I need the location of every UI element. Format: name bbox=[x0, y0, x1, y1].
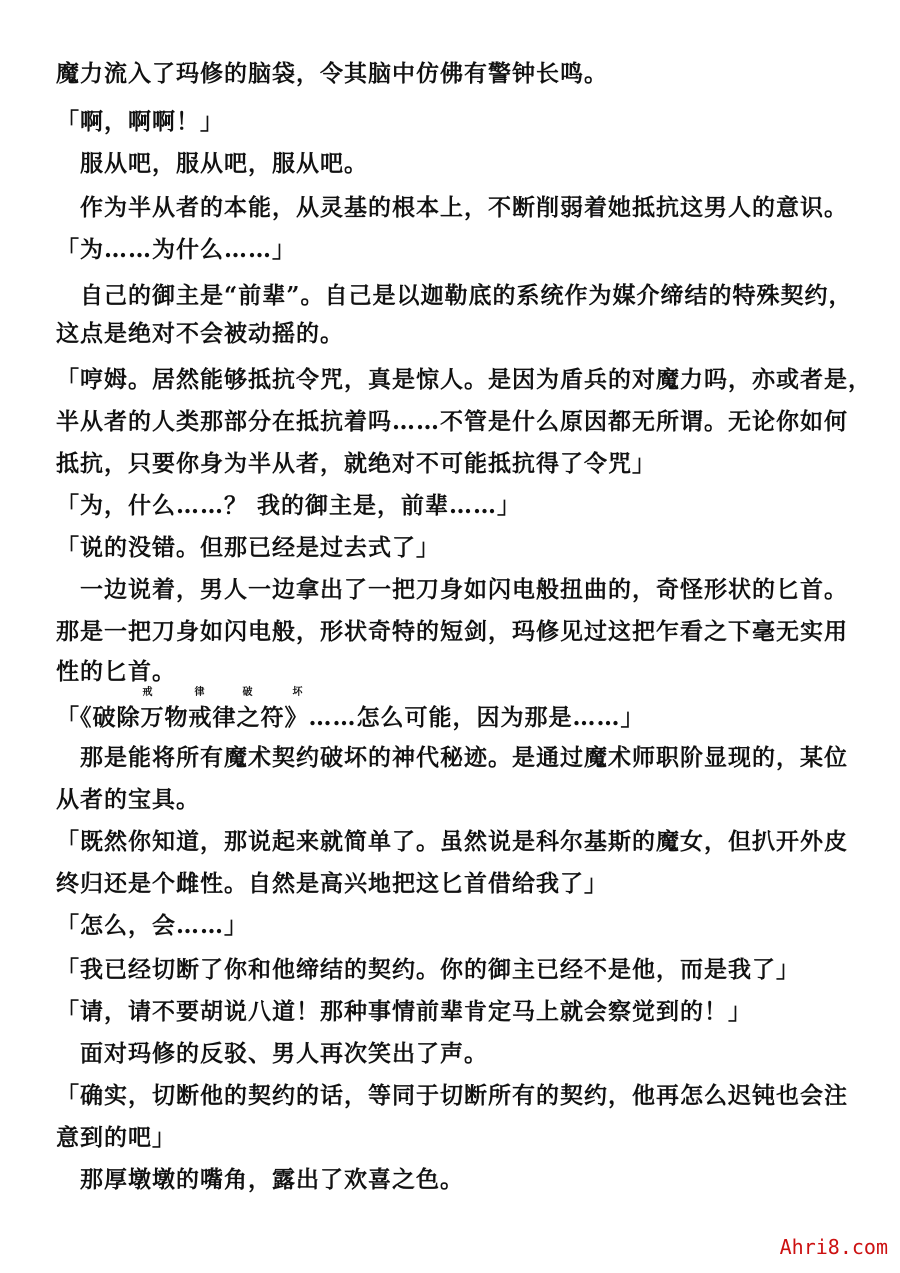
text-line: 「为……为什么……」 bbox=[56, 236, 296, 263]
text-line: 那厚墩墩的嘴角，露出了欢喜之色。 bbox=[56, 1166, 464, 1193]
ruby-annotation: 坏 bbox=[292, 687, 303, 698]
text-line: 这点是绝对不会被动摇的。 bbox=[56, 320, 344, 347]
text-line: 自己的御主是“前辈”。自己是以迦勒底的系统作为媒介缔结的特殊契约， bbox=[56, 282, 853, 309]
ruby-base-wrap bbox=[142, 687, 303, 734]
text-line: 终归还是个雌性。自然是高兴地把这匕首借给我了」 bbox=[56, 870, 608, 897]
text-line: 从者的宝具。 bbox=[56, 786, 200, 813]
text-line: 作为半从者的本能，从灵基的根本上，不断削弱着她抵抗这男人的意识。 bbox=[56, 194, 848, 221]
text-line: 「怎么，会……」 bbox=[56, 912, 248, 939]
text-line: 抵抗，只要你身为半从者，就绝对不可能抵抗得了令咒」 bbox=[56, 450, 656, 477]
watermark: Ahri8.com bbox=[779, 1235, 888, 1259]
text-line: 「我已经切断了你和他缔结的契约。你的御主已经不是他，而是我了」 bbox=[56, 956, 800, 983]
text-line: 「啊，啊啊！」 bbox=[56, 108, 224, 135]
text-line: 那是能将所有魔术契约破坏的神代秘迹。是通过魔术师职阶显现的，某位 bbox=[56, 744, 848, 771]
ruby-prefix: 「《破除万物 bbox=[56, 704, 189, 731]
text-line: 「请，请不要胡说八道！那种事情前辈肯定马上就会察觉到的！」 bbox=[56, 998, 752, 1025]
text-line: 一边说着，男人一边拿出了一把刀身如闪电般扭曲的，奇怪形状的匕首。 bbox=[56, 576, 848, 603]
ruby-suffix: 》……怎么可能，因为那是……」 bbox=[284, 704, 645, 731]
text-line: 服从吧，服从吧，服从吧。 bbox=[56, 150, 368, 177]
text-line: 性的匕首。 bbox=[56, 658, 176, 685]
ruby-text-line bbox=[56, 687, 645, 748]
text-line: 面对玛修的反驳、男人再次笑出了声。 bbox=[56, 1040, 488, 1067]
ruby-annotation: 戒 bbox=[142, 687, 153, 698]
ruby-annotation: 破 bbox=[242, 687, 253, 698]
text-line: 「既然你知道，那说起来就简单了。虽然说是科尔基斯的魔女，但扒开外皮 bbox=[56, 828, 848, 855]
text-line: 魔力流入了玛修的脑袋，令其脑中仿佛有警钟长鸣。 bbox=[56, 60, 608, 87]
text-line: 「为，什么……？ 我的御主是，前辈……」 bbox=[56, 492, 522, 519]
text-line: 「确实，切断他的契约的话，等同于切断所有的契约，他再怎么迟钝也会注 bbox=[56, 1082, 848, 1109]
ruby-annotation: 律 bbox=[194, 687, 205, 698]
text-line: 「哼姆。居然能够抵抗令咒，真是惊人。是因为盾兵的对魔力吗，亦或者是， bbox=[56, 366, 872, 393]
text-line: 「说的没错。但那已经是过去式了」 bbox=[56, 534, 440, 561]
text-line: 意到的吧」 bbox=[56, 1124, 176, 1151]
ruby-base: 戒律之符 bbox=[188, 704, 285, 731]
text-line: 半从者的人类那部分在抵抗着吗……不管是什么原因都无所谓。无论你如何 bbox=[56, 408, 848, 435]
text-line: 那是一把刀身如闪电般，形状奇特的短剑，玛修见过这把乍看之下毫无实用 bbox=[56, 618, 848, 645]
